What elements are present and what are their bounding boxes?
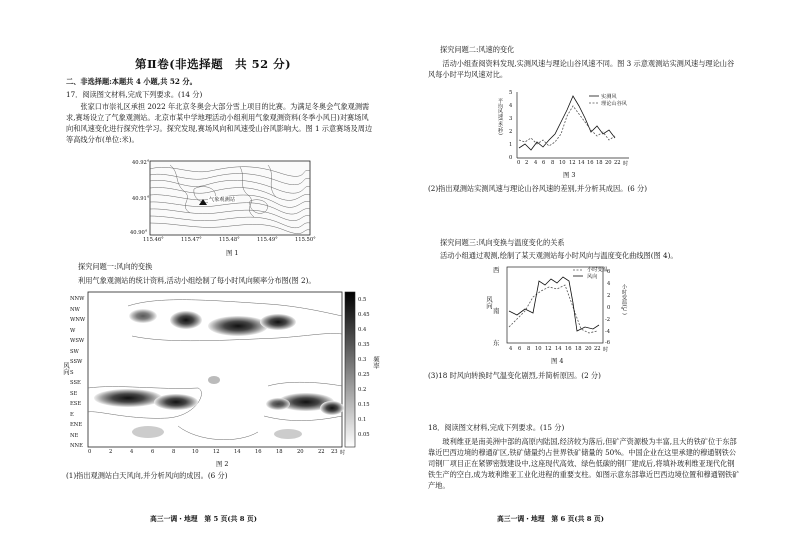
q17-header: 17．阅读图文材料,完成下列要求。(14 分) (66, 90, 203, 99)
fig2-hour-0: 0 (88, 449, 92, 455)
fig2-dir-10: ESE (70, 401, 82, 407)
q18-paragraph: 玻利维亚是南美洲中部的高原内陆国,经济较为落后,但矿产资源极为丰富,且大的铁矿位于东部靠近巴西边境的穆通矿区,铁矿储量约占世界铁矿储量的 50%。中国企业在这里承建的穆通钢铁公司钢厂项目正在紧锣密鼓建设中,这座现代高效、绿色低碳的钢厂建成后,将填补玻利维亚现代化钢铁生产的空白,成为玻利维亚工业化进程的重要支柱。如图示意东部靠近巴西边境位置和穆通钢铁矿产地。 (428, 437, 740, 490)
fig3-x-10: 20 (605, 160, 612, 166)
inquiry3-text: 活动小组通过观测,绘制了某天观测站每小时风向与温度变化曲线图(图 4)。 (440, 251, 678, 260)
fig2-hour-10: 20 (297, 449, 304, 455)
fig2-dir-0: NNW (70, 296, 85, 302)
fig3-x-0: 0 (517, 160, 521, 166)
fig3-x-2: 4 (534, 160, 538, 166)
question-1: (1)指出观测站白天风向,并分析风向的成因。(6 分) (66, 471, 228, 480)
fig2-hour-7: 14 (234, 449, 241, 455)
fig1-caption: 图 1 (226, 249, 239, 257)
fig3-y-3: 3 (509, 116, 513, 122)
right-page (397, 0, 794, 547)
fig2-dir-2: WNW (70, 317, 86, 323)
fig4-x-7: 18 (575, 346, 582, 352)
fig3-y-label: 平均风速(米/秒) (497, 98, 503, 135)
cbar-tick-9: 0.05 (358, 432, 370, 438)
fig2-hour-8: 16 (255, 449, 262, 455)
fig4-r-m2: -2 (605, 317, 611, 323)
fig4-r-m4: -4 (605, 329, 611, 335)
fig4-legend-marks (573, 268, 585, 278)
fig4-temp-line (509, 285, 597, 333)
fig3-x-8: 16 (587, 160, 594, 166)
fig1-lon-3: 115.48° (219, 237, 240, 243)
cbar-tick-1: 0.45 (358, 312, 370, 318)
fig2-dir-11: E (70, 411, 74, 418)
fig4-x-5: 14 (555, 346, 562, 352)
fig3-x-suffix: 时 (623, 161, 629, 167)
fig3-x-6: 12 (569, 160, 576, 166)
cbar-tick-7: 0.15 (358, 402, 370, 408)
q17-paragraph: 张家口市崇礼区承担 2022 年北京冬奥会大部分雪上项目的比赛。为满足冬奥会气象观测需求,赛场设立了气象观测站。北京市某中学地理活动小组利用气象观测资料(冬季小风日)对赛场风向和风速变化进行探究性学习。探究发现,赛场风向和风速受山谷风影响大。图 1 示意赛场及周边等高线分布(单位:米)。 (66, 102, 373, 144)
fig2-y-axis-label: 风向 (62, 362, 70, 375)
section-subtitle: 二、非选择题:本题共 4 小题,共 52 分。 (66, 77, 197, 86)
fig2-dir-14: NNE (70, 443, 83, 449)
inquiry1-title: 探究问题一:风向的变换 (78, 262, 153, 271)
right-footer: 高三一调・地理 第 6 页(共 8 页) (497, 515, 604, 523)
fig1-lon-5: 115.50° (295, 237, 316, 243)
colorbar-label: 频率 (372, 356, 380, 369)
fig2-hour-4: 8 (172, 449, 176, 455)
fig3-legend-measured: 实测风 (601, 94, 617, 100)
fig3-y-2: 2 (509, 129, 513, 135)
fig4-east: 东 (493, 339, 500, 347)
fig3-y-4: 4 (509, 103, 513, 109)
fig2-hour-9: 18 (276, 449, 283, 455)
fig4-x-3: 10 (535, 346, 542, 352)
fig1-lat-top: 40.92° (132, 160, 150, 166)
fig4-x-8: 20 (585, 346, 592, 352)
frequency-contour-plot (88, 292, 342, 447)
fig3-y-0: 0 (509, 155, 513, 161)
fig4-x-9: 22 (594, 346, 601, 352)
cbar-tick-5: 0.25 (358, 372, 370, 378)
fig4-right-label: 小时变温(℃) (621, 284, 627, 315)
fig1-lat-bottom: 40.90° (130, 230, 148, 236)
fig4-r-2: 2 (607, 293, 611, 299)
fig1-lon-4: 115.49° (257, 237, 278, 243)
fig3-y-1: 1 (509, 142, 513, 148)
fig3-x-11: 22 (614, 160, 621, 166)
fig3-x-5: 10 (559, 160, 566, 166)
fig2-dir-8: SSE (70, 380, 81, 386)
cbar-tick-4: 0.3 (358, 357, 367, 363)
cbar-tick-2: 0.4 (358, 327, 367, 333)
fig2-hour-2: 4 (130, 449, 134, 455)
q18-header: 18．阅读图文材料,完成下列要求。(15 分) (428, 423, 565, 432)
fig3-theory-line (519, 106, 615, 146)
fig2-hour-5: 10 (192, 449, 199, 455)
fig1-lon-1: 115.46° (143, 237, 164, 243)
fig2-hour-3: 6 (151, 449, 155, 455)
fig4-legend-wind: 风向 (587, 274, 598, 280)
cbar-tick-0: 0.5 (358, 297, 367, 303)
fig3-x-7: 14 (578, 160, 585, 166)
inquiry3-title: 探究问题三:风向变换与温度变化的关系 (440, 238, 565, 247)
cbar-tick-3: 0.35 (358, 342, 370, 348)
fig1-lat-mid: 40.91° (132, 196, 150, 202)
fig2-hour-12: 23 (331, 449, 338, 455)
left-footer: 高三一调・地理 第 5 页(共 8 页) (150, 515, 257, 523)
fig4-caption: 图 4 (551, 357, 564, 365)
fig2-hour-6: 12 (213, 449, 220, 455)
fig2-hour-1: 2 (109, 449, 113, 455)
fig4-x-6: 16 (565, 346, 572, 352)
fig3-caption: 图 3 (563, 171, 576, 179)
fig4-r-0: 0 (607, 305, 611, 311)
question-2: (2)指出观测站实测风速与理论山谷风速的差别,并分析其成因。(6 分) (428, 184, 647, 193)
fig4-x-0: 4 (509, 346, 513, 352)
fig4-legend-temp: 小时变温 (587, 267, 608, 273)
section-title: 第Ⅱ卷(非选择题 共 52 分) (135, 57, 292, 71)
colorbar (345, 292, 355, 447)
fig4-r-6: 6 (607, 269, 611, 275)
fig4-x-1: 6 (518, 346, 522, 352)
fig4-r-4: 4 (607, 281, 611, 287)
fig3-x-3: 6 (542, 160, 546, 166)
fig4-x-2: 8 (527, 346, 531, 352)
fig4-west: 西 (493, 266, 500, 274)
fig2-dir-7: S (70, 369, 74, 376)
fig2-dir-4: WSW (70, 338, 85, 344)
fig4-r-m6: -6 (605, 340, 611, 346)
inquiry1-text: 利用气象观测站的统计资料,活动小组绘制了每小时风向频率分布图(图 2)。 (78, 276, 316, 285)
inquiry2-title: 探究问题二:风速的变化 (440, 45, 515, 54)
fig2-caption: 图 2 (216, 460, 229, 468)
fig4-south: 南 (493, 307, 500, 315)
inquiry2-text: 活动小组查阅资料发现,实测风速与理论山谷风速不同。图 3 示意观测站实测风速与理论山谷风每小时平均风速对比。 (428, 59, 735, 79)
station-label: 气象观测站 (209, 197, 235, 203)
fig4-x-4: 12 (545, 346, 552, 352)
fig2-dir-3: W (70, 327, 76, 334)
fig2-dir-6: SSW (70, 359, 83, 365)
fig4-wind-label: 风向 (485, 296, 493, 309)
fig3-y-5: 5 (509, 90, 513, 96)
fig2-dir-12: ENE (70, 422, 83, 428)
fig2-dir-13: NE (70, 432, 79, 439)
fig2-dir-5: SW (70, 348, 79, 355)
cbar-tick-6: 0.2 (358, 387, 367, 393)
fig2-hour-suffix: 时 (340, 450, 346, 456)
fig1-lon-2: 115.47° (181, 237, 202, 243)
fig2-dir-9: SE (70, 390, 78, 397)
fig4-wind-line (509, 277, 599, 331)
cbar-tick-8: 0.1 (358, 417, 367, 423)
fig3-legend-theory: 理论山谷风 (601, 101, 627, 107)
question-3: (3)18 时风向转换时气温变化剧烈,并简析原因。(2 分) (428, 371, 601, 380)
fig3-x-4: 8 (551, 160, 555, 166)
fig3-x-9: 18 (596, 160, 603, 166)
fig4-x-suffix: 时 (603, 347, 609, 353)
fig2-hour-11: 22 (318, 449, 325, 455)
fig2-dir-1: NW (70, 306, 80, 313)
fig3-x-1: 2 (525, 160, 529, 166)
